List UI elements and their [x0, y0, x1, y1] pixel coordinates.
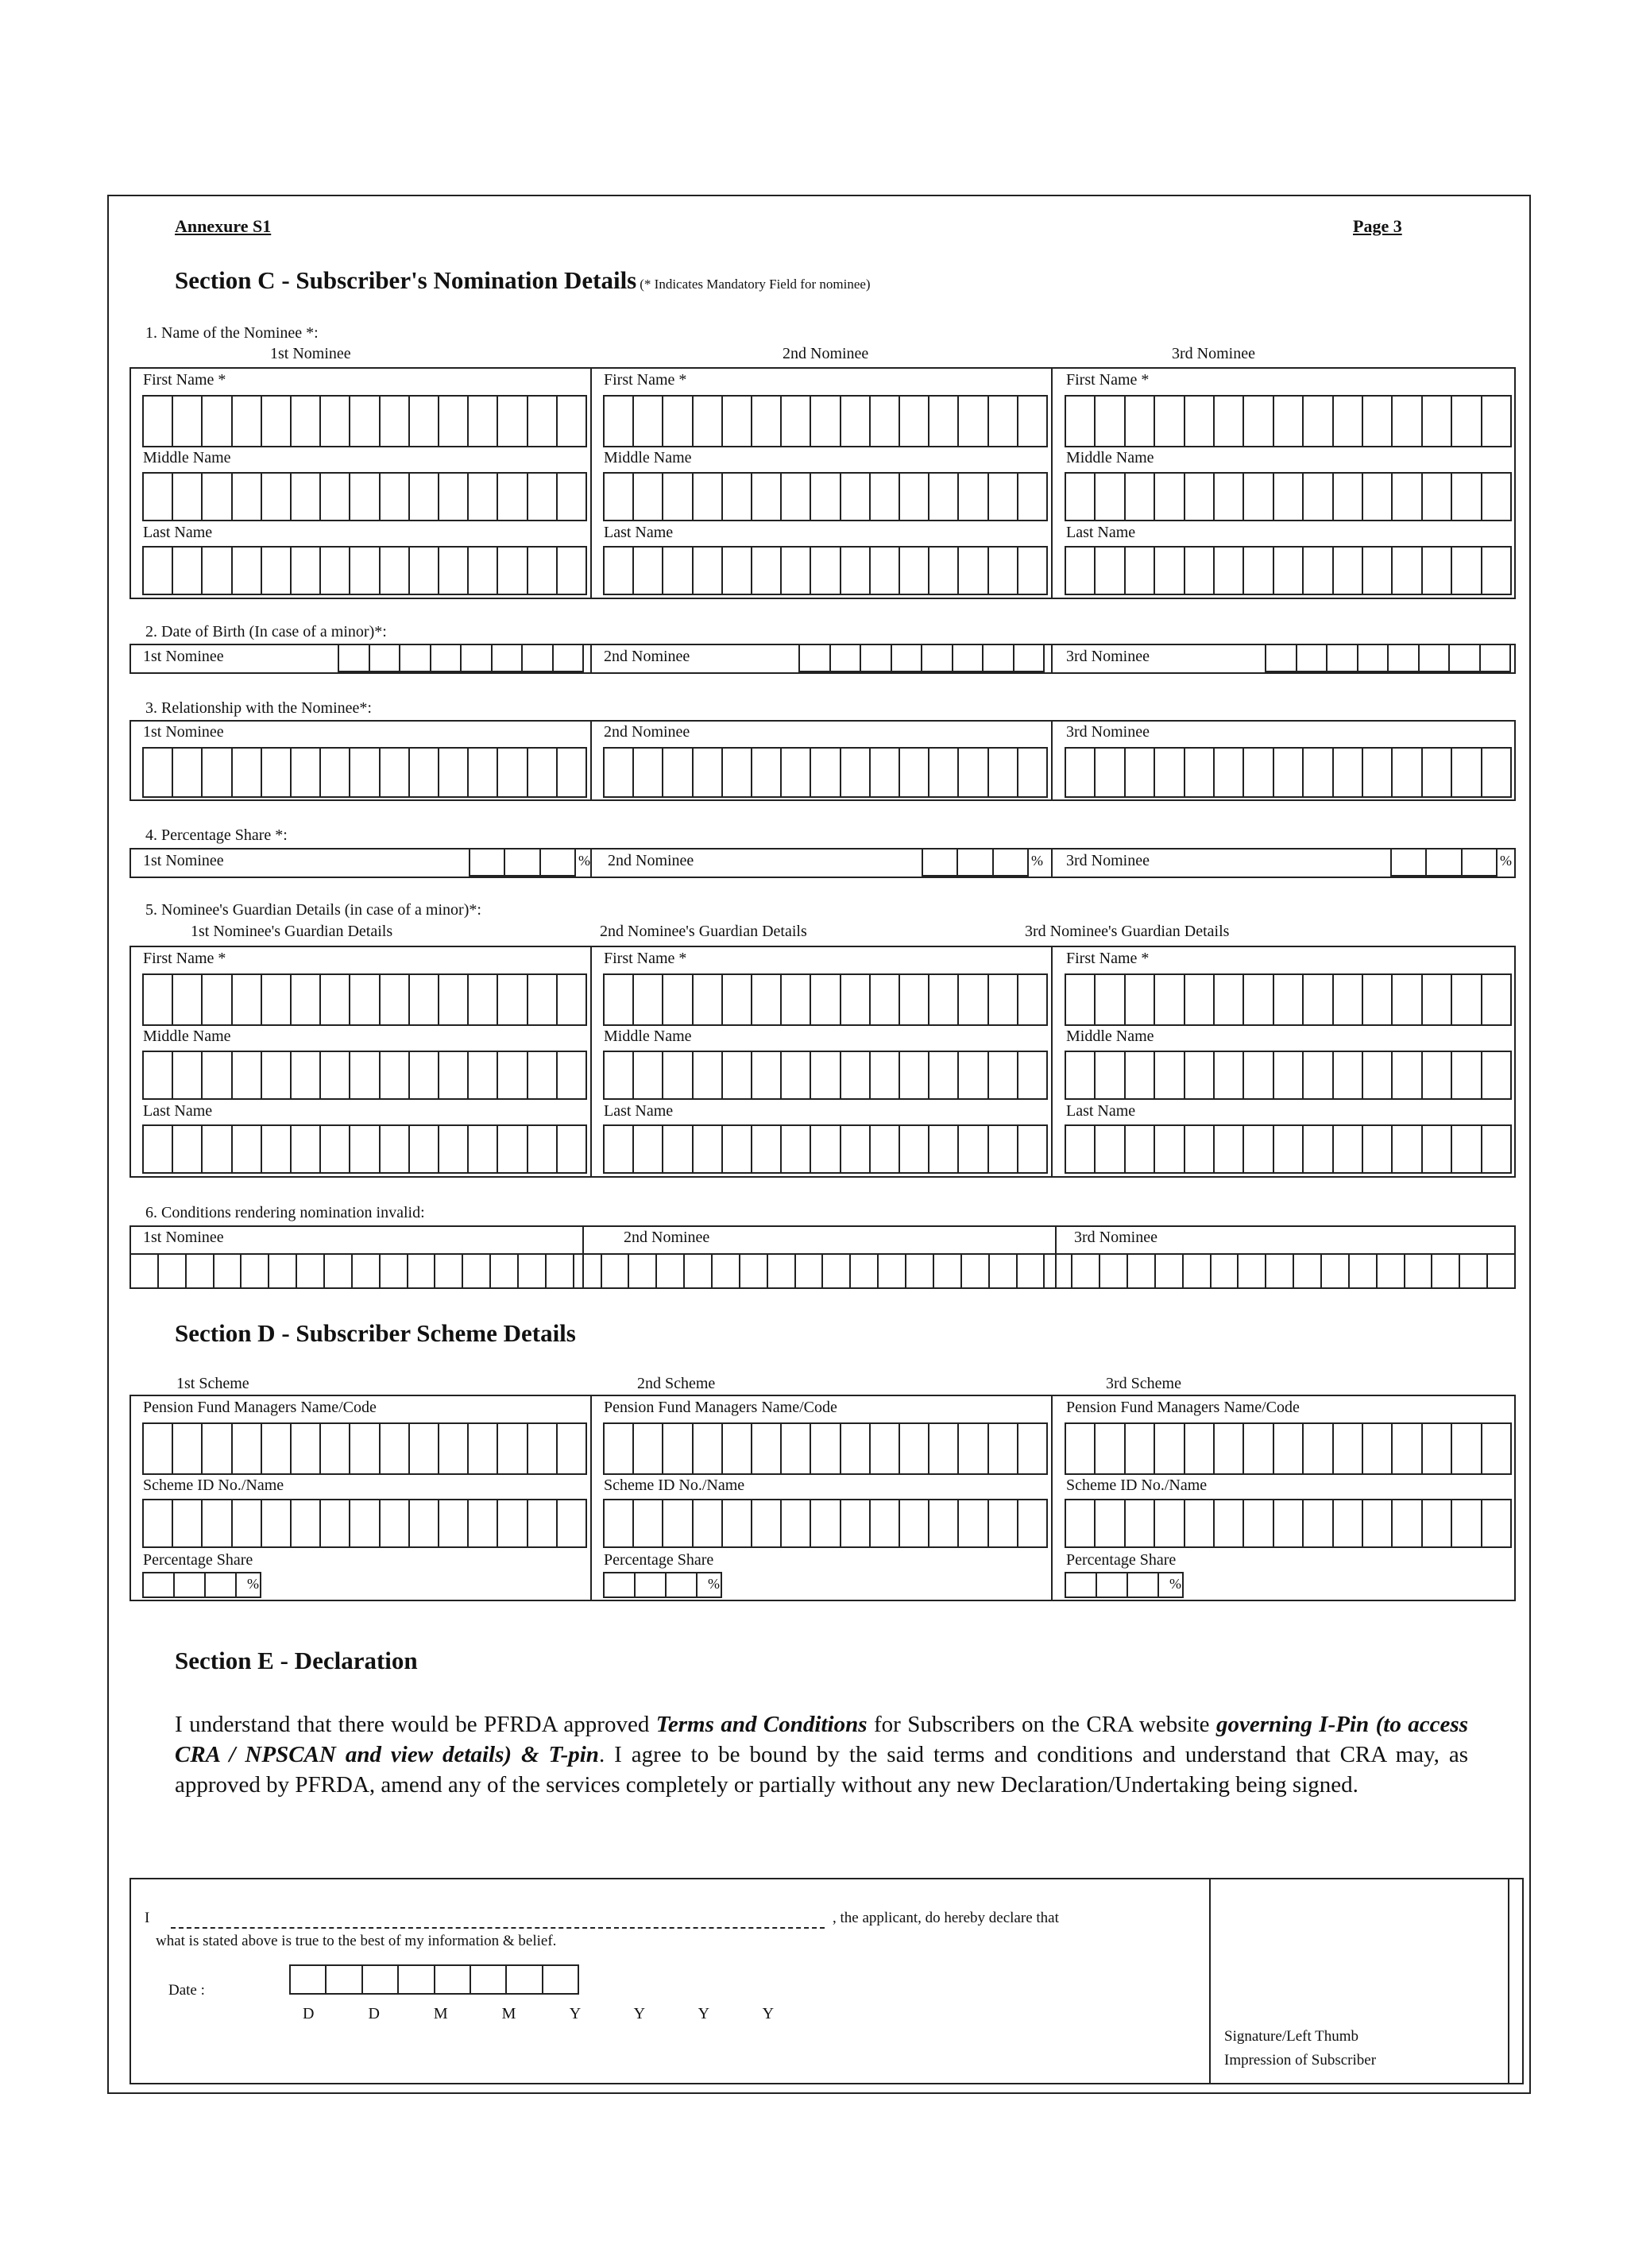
guardian3-first-name-input[interactable] — [1065, 973, 1512, 1026]
rel-nominee3-label: 3rd Nominee — [1066, 723, 1150, 741]
pct-nominee2-symbol: % — [1031, 853, 1043, 869]
section-c-note: (* Indicates Mandatory Field for nominee) — [640, 277, 871, 292]
scheme2-pfm-input[interactable] — [603, 1422, 1048, 1475]
section-c-title: Section C - Subscriber's Nomination Details — [175, 266, 637, 294]
rel-nominee3-input[interactable] — [1065, 747, 1512, 798]
q1-label: 1. Name of the Nominee *: — [145, 324, 319, 342]
percentage-row — [129, 848, 1516, 878]
nominee3-middle-name-input[interactable] — [1065, 472, 1512, 521]
sig-label-line2: Impression of Subscriber — [1224, 2052, 1377, 2069]
guardian1-middle-name-label: Middle Name — [143, 1028, 231, 1045]
nominee1-last-name-input[interactable] — [142, 546, 587, 595]
guardian2-first-name-input[interactable] — [603, 973, 1048, 1026]
dob-nominee2-input[interactable] — [798, 644, 1045, 672]
pct-nominee1-input[interactable] — [469, 848, 576, 877]
guardian1-last-name-label: Last Name — [143, 1102, 213, 1120]
dob-nominee3-label: 3rd Nominee — [1066, 648, 1150, 665]
page-number: Page 3 — [1353, 216, 1402, 236]
guardian3-caption: 3rd Nominee's Guardian Details — [1025, 923, 1230, 940]
cond-nominee3-label: 3rd Nominee — [1074, 1229, 1157, 1246]
date-format-hint: D D M M Y Y Y Y — [303, 2005, 775, 2022]
dob-nominee2-label: 2nd Nominee — [604, 648, 690, 665]
nominee3-first-name-input[interactable] — [1065, 395, 1512, 447]
nominee1-last-name-label: Last Name — [143, 524, 213, 541]
guardian2-caption: 2nd Nominee's Guardian Details — [600, 923, 807, 940]
guardian2-last-name-input[interactable] — [603, 1124, 1048, 1174]
nominee1-caption: 1st Nominee — [270, 345, 351, 362]
guardian2-last-name-label: Last Name — [604, 1102, 674, 1120]
rel-nominee2-input[interactable] — [603, 747, 1048, 798]
declaration-text — [175, 1709, 1468, 1800]
rel-nominee2-label: 2nd Nominee — [604, 723, 690, 741]
guardian2-middle-name-input[interactable] — [603, 1051, 1048, 1100]
q5-label: 5. Nominee's Guardian Details (in case of a minor)*: — [145, 901, 481, 919]
guardian1-caption: 1st Nominee's Guardian Details — [191, 923, 393, 940]
guardian3-last-name-label: Last Name — [1066, 1102, 1136, 1120]
annexure-label: Annexure S1 — [175, 216, 272, 236]
section-e-title: Section E - Declaration — [175, 1647, 418, 1674]
guardian1-last-name-input[interactable] — [142, 1124, 587, 1174]
guardian3-middle-name-input[interactable] — [1065, 1051, 1512, 1100]
q3-label: 3. Relationship with the Nominee*: — [145, 699, 372, 717]
scheme2-pct-label: Percentage Share — [604, 1551, 714, 1569]
decl-terms: Terms and Conditions — [655, 1712, 868, 1737]
nominee1-middle-name-input[interactable] — [142, 472, 587, 521]
guardian2-middle-name-label: Middle Name — [604, 1028, 692, 1045]
sig-i: I — [145, 1910, 150, 1926]
scheme1-pfm-input[interactable] — [142, 1422, 587, 1475]
pct-nominee2-input[interactable] — [922, 848, 1029, 877]
guardian1-middle-name-input[interactable] — [142, 1051, 587, 1100]
cond-nominee1-label: 1st Nominee — [143, 1229, 224, 1246]
pct-nominee3-symbol: % — [1500, 853, 1512, 869]
scheme3-id-input[interactable] — [1065, 1499, 1512, 1548]
scheme1-pct-label: Percentage Share — [143, 1551, 253, 1569]
nominee3-caption: 3rd Nominee — [1172, 345, 1255, 362]
scheme1-id-input[interactable] — [142, 1499, 587, 1548]
pct-nominee2-label: 2nd Nominee — [608, 852, 694, 869]
guardian1-first-name-label: First Name * — [143, 950, 226, 967]
decl-part3: . I agree to be bound by the said terms and conditions and understand that CRA may, as approved by PFRDA, amend any of the services completely or partially without any new Declaration/Undertaking being signed. — [175, 1742, 1469, 1798]
nominee2-middle-name-label: Middle Name — [604, 449, 692, 466]
nominee1-first-name-label: First Name * — [143, 371, 226, 389]
scheme3-pct-input[interactable] — [1065, 1572, 1184, 1598]
scheme2-id-label: Scheme ID No./Name — [604, 1477, 745, 1494]
cond-nominee2-label: 2nd Nominee — [624, 1229, 710, 1246]
nominee3-last-name-input[interactable] — [1065, 546, 1512, 595]
decl-part1: I understand that there would be PFRDA approved — [175, 1712, 656, 1737]
scheme2-pct-input[interactable] — [603, 1572, 722, 1598]
scheme1-pfm-label: Pension Fund Managers Name/Code — [143, 1399, 377, 1416]
pct-nominee1-label: 1st Nominee — [143, 852, 224, 869]
conditions-input[interactable] — [129, 1253, 1516, 1289]
dob-nominee3-input[interactable] — [1265, 644, 1511, 672]
section-c-heading — [175, 266, 871, 295]
nominee3-middle-name-label: Middle Name — [1066, 449, 1154, 466]
pct-nominee3-label: 3rd Nominee — [1066, 852, 1150, 869]
guardian3-first-name-label: First Name * — [1066, 950, 1150, 967]
scheme3-pct-symbol: % — [1169, 1576, 1181, 1592]
scheme1-pct-input[interactable] — [142, 1572, 261, 1598]
section-d-title: Section D - Subscriber Scheme Details — [175, 1319, 576, 1347]
nominee2-last-name-input[interactable] — [603, 546, 1048, 595]
scheme2-pct-symbol: % — [708, 1576, 720, 1592]
scheme3-pct-label: Percentage Share — [1066, 1551, 1177, 1569]
scheme2-caption: 2nd Scheme — [637, 1375, 716, 1392]
dob-nominee1-input[interactable] — [338, 644, 584, 672]
rel-nominee1-input[interactable] — [142, 747, 587, 798]
q2-label: 2. Date of Birth (In case of a minor)*: — [145, 623, 387, 641]
scheme2-id-input[interactable] — [603, 1499, 1048, 1548]
q4-label: 4. Percentage Share *: — [145, 826, 288, 844]
date-label: Date : — [168, 1982, 205, 1999]
nominee2-first-name-label: First Name * — [604, 371, 687, 389]
scheme1-caption: 1st Scheme — [176, 1375, 249, 1392]
scheme3-pfm-input[interactable] — [1065, 1422, 1512, 1475]
nominee3-first-name-label: First Name * — [1066, 371, 1150, 389]
nominee3-last-name-label: Last Name — [1066, 524, 1136, 541]
nominee2-first-name-input[interactable] — [603, 395, 1048, 447]
scheme2-pfm-label: Pension Fund Managers Name/Code — [604, 1399, 837, 1416]
sig-applicant-text: , the applicant, do hereby declare that — [833, 1910, 1059, 1926]
scheme3-pfm-label: Pension Fund Managers Name/Code — [1066, 1399, 1300, 1416]
guardian1-first-name-input[interactable] — [142, 973, 587, 1026]
nominee1-middle-name-label: Middle Name — [143, 449, 231, 466]
nominee1-first-name-input[interactable] — [142, 395, 587, 447]
nominee2-last-name-label: Last Name — [604, 524, 674, 541]
guardian2-first-name-label: First Name * — [604, 950, 687, 967]
sig-stated-text: what is stated above is true to the best of my information & belief. — [156, 1933, 557, 1949]
guardian3-last-name-input[interactable] — [1065, 1124, 1512, 1174]
nominee2-caption: 2nd Nominee — [783, 345, 869, 362]
scheme1-pct-symbol: % — [247, 1576, 259, 1592]
pct-nominee3-input[interactable] — [1390, 848, 1498, 877]
signature-date-input[interactable] — [289, 1964, 579, 1995]
applicant-name-line[interactable] — [171, 1927, 825, 1929]
scheme3-caption: 3rd Scheme — [1106, 1375, 1181, 1392]
rel-nominee1-label: 1st Nominee — [143, 723, 224, 741]
decl-part2: for Subscribers on the CRA website — [867, 1712, 1216, 1737]
scheme1-id-label: Scheme ID No./Name — [143, 1477, 284, 1494]
q6-label: 6. Conditions rendering nomination invalid: — [145, 1204, 425, 1221]
guardian3-middle-name-label: Middle Name — [1066, 1028, 1154, 1045]
sig-label-line1: Signature/Left Thumb — [1224, 2028, 1359, 2045]
decl-governing: governing I-Pin (to access CRA / NPSCAN and view details) & T-pin — [175, 1712, 1468, 1767]
dob-nominee1-label: 1st Nominee — [143, 648, 224, 665]
nominee2-middle-name-input[interactable] — [603, 472, 1048, 521]
pct-nominee1-symbol: % — [578, 853, 590, 869]
scheme3-id-label: Scheme ID No./Name — [1066, 1477, 1208, 1494]
